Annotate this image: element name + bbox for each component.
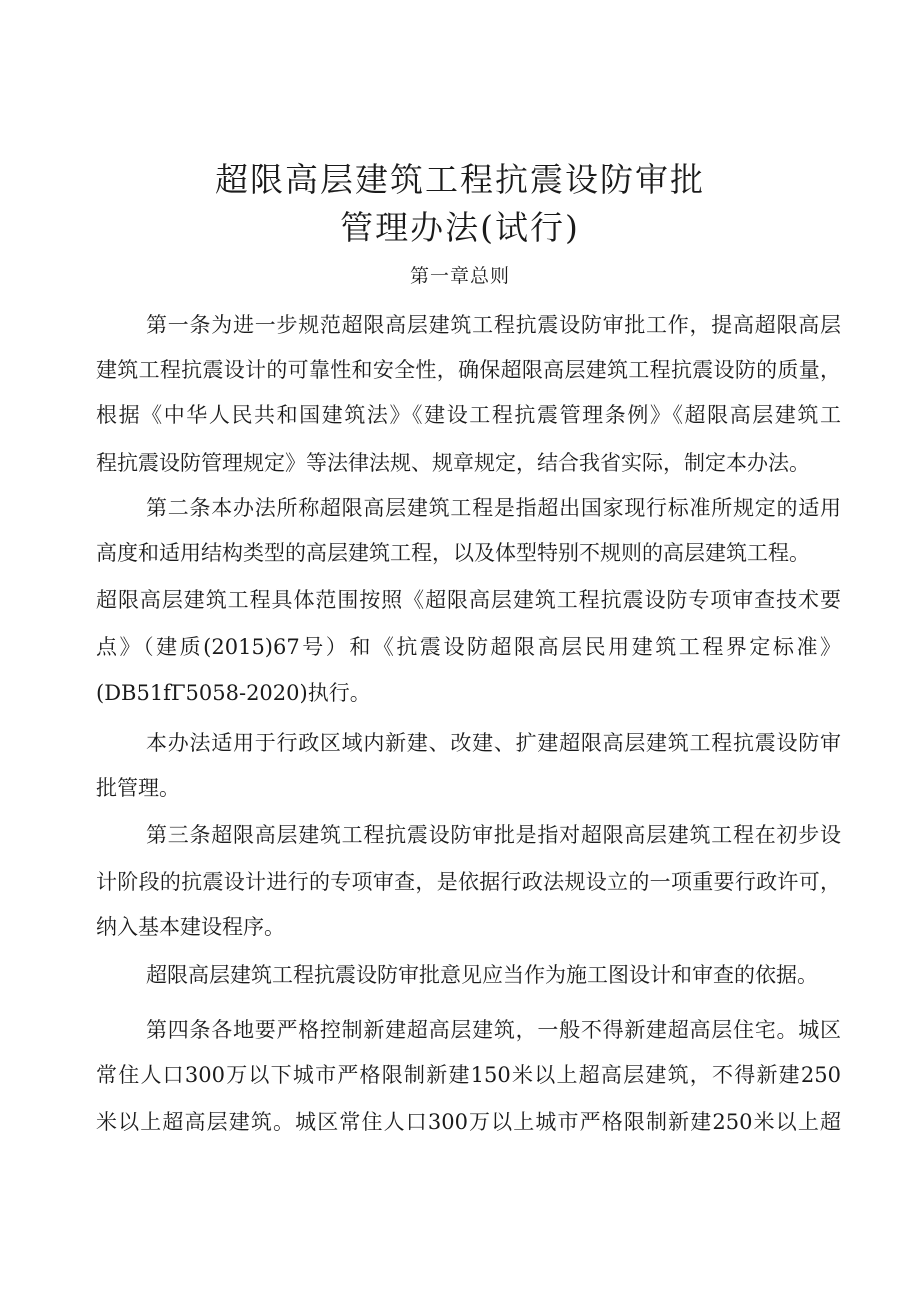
text-line: 根据《中华人民共和国建筑法》《建设工程抗震管理条例》《超限高层建筑工: [96, 403, 841, 427]
text-line: 纳入基本建设程序。: [96, 915, 285, 939]
text-line: 米以上超高层建筑。城区常住人口300万以上城市严格限制新建250米以上超: [96, 1110, 841, 1134]
text-line: 点》（建质(2015)67号）和《抗震设防超限高层民用建筑工程界定标准》: [96, 635, 841, 659]
text-line: 第三条超限高层建筑工程抗震设防审批是指对超限高层建筑工程在初步设: [146, 823, 841, 847]
text-line: 建筑工程抗震设计的可靠性和安全性，确保超限高层建筑工程抗震设防的质量，: [96, 358, 841, 382]
document-title-line-2: 管理办法(试行): [340, 208, 580, 247]
text-line: 第一条为进一步规范超限高层建筑工程抗震设防审批工作，提高超限高层: [146, 313, 841, 337]
text-line: 批管理。: [96, 776, 180, 800]
text-line: 程抗震设防管理规定》等法律法规、规章规定，结合我省实际，制定本办法。: [96, 451, 810, 475]
text-line: 第四条各地要严格控制新建超高层建筑，一般不得新建超高层住宅。城区: [146, 1018, 841, 1042]
text-line: 本办法适用于行政区域内新建、改建、扩建超限高层建筑工程抗震设防审: [146, 731, 841, 755]
chapter-heading: 第一章总则: [409, 265, 510, 287]
text-line: 常住人口300万以下城市严格限制新建150米以上超高层建筑，不得新建250: [96, 1063, 841, 1087]
text-line: 超限高层建筑工程抗震设防审批意见应当作为施工图设计和审查的依据。: [146, 963, 818, 987]
text-line: 计阶段的抗震设计进行的专项审查，是依据行政法规设立的一项重要行政许可，: [96, 870, 841, 894]
text-line: (DB51fΓ5058-2020)执行。: [96, 681, 371, 705]
document-title-line-1: 超限高层建筑工程抗震设防审批: [215, 160, 705, 199]
text-line: 第二条本办法所称超限高层建筑工程是指超出国家现行标准所规定的适用: [146, 496, 841, 520]
text-line: 高度和适用结构类型的高层建筑工程，以及体型特别不规则的高层建筑工程。: [96, 541, 810, 565]
text-line: 超限高层建筑工程具体范围按照《超限高层建筑工程抗震设防专项审查技术要: [96, 588, 841, 612]
